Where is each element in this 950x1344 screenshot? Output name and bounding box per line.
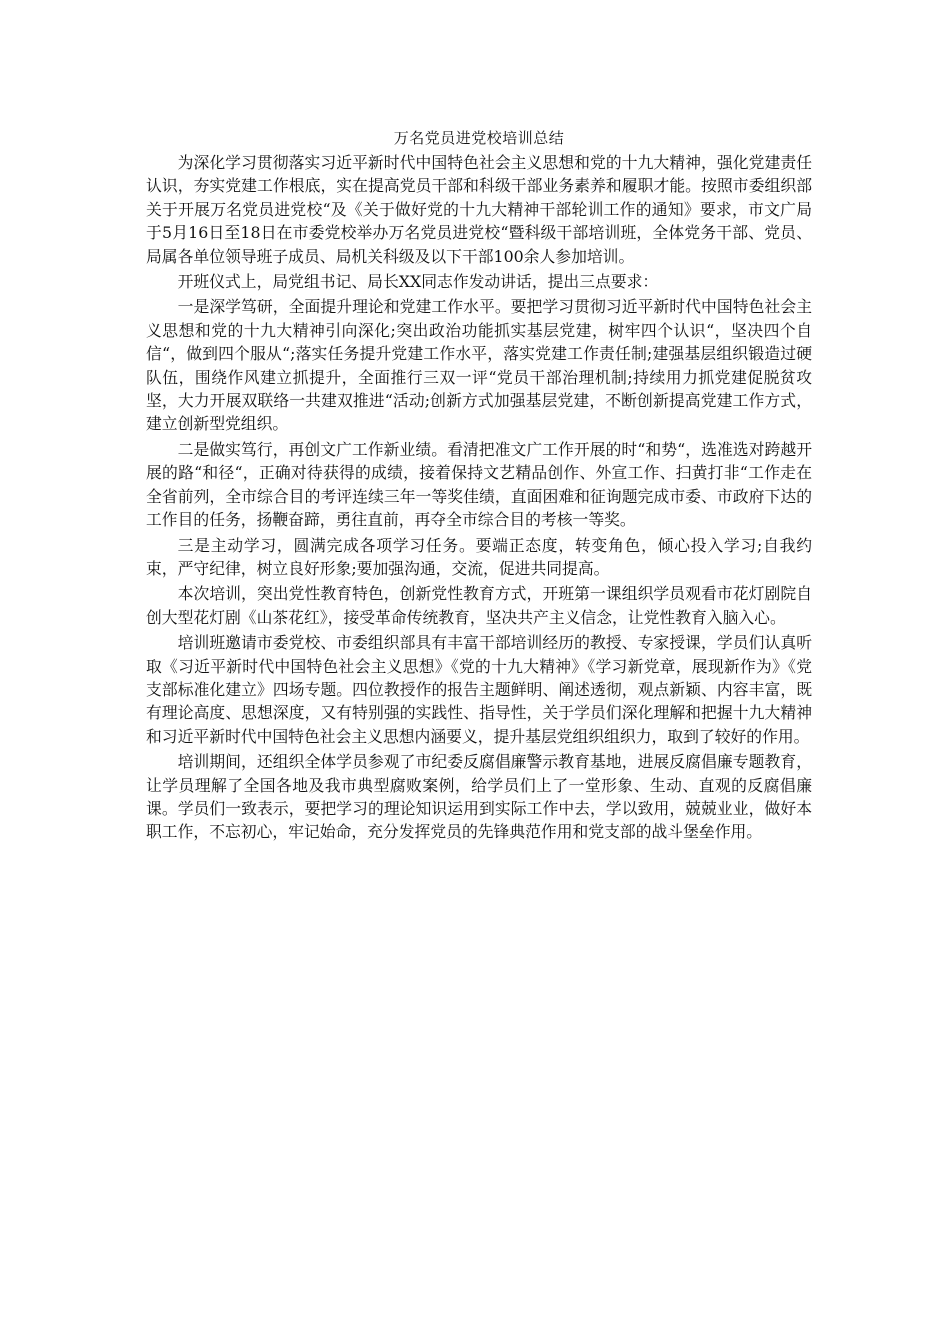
document-title: 万名党员进党校培训总结: [393, 129, 565, 147]
paragraph-party-education: 本次培训，突出党性教育特色，创新党性教育方式，开班第一课组织学员观看市花灯剧院自创大型花灯剧《山茶花红》，接受革命传统教育，坚决共产主义信念，让党性教育入脑入心。: [146, 584, 812, 627]
paragraph-requirement-two: 二是做实笃行，再创文广工作新业绩。看清把准文广工作开展的时“和势“，选准选对跨越开展的路“和径“，正确对待获得的成绩，接着保持文艺精品创作、外宣工作、扫黄打非“工作走在全省前列，全市综合目的考评连续三年一等奖佳绩，直面困难和征询题完成市委、市政府下达的工作目的任务，扬鞭奋蹄，勇往直前，再夺全市综合目的考核一等奖。: [146, 439, 812, 530]
paragraph-intro: 为深化学习贯彻落实习近平新时代中国特色社会主义思想和党的十九大精神，强化党建责任认识，夯实党建工作根底，实在提高党员干部和科级干部业务素养和履职才能。按照市委组织部关于开展万名党员进党校“及《关于做好党的十九大精神干部轮训工作的通知》要求，市文广局于5月16日至18日在市委党校举办万名党员进党校“暨科级干部培训班，全体党务干部、党员、局属各单位领导班子成员、局机关科级及以下干部100余人参加培训。: [146, 153, 812, 266]
paragraph-anti-corruption: 培训期间，还组织全体学员参观了市纪委反腐倡廉警示教育基地，进展反腐倡廉专题教育，让学员理解了全国各地及我市典型腐败案例，给学员们上了一堂形象、生动、直观的反腐倡廉课。学员们一致表示，要把学习的理论知识运用到实际工作中去，学以致用，兢兢业业，做好本职工作，不忘初心，牢记始命，充分发挥党员的先锋典范作用和党支部的战斗堡垒作用。: [146, 752, 812, 842]
paragraph-requirement-one: 一是深学笃研，全面提升理论和党建工作水平。要把学习贯彻习近平新时代中国特色社会主义思想和党的十九大精神引向深化;突出政治功能抓实基层党建，树牢四个认识“，坚决四个自信“，做到四个服从“;落实任务提升党建工作水平，落实党建工作责任制;建强基层组织锻造过硬队伍，围绕作风建立抓提升，全面推行三双一评“党员干部治理机制;持续用力抓党建促脱贫攻坚，大力开展双联络一共建双推进“活动;创新方式加强基层党建，不断创新提高党建工作方式，建立创新型党组织。: [146, 297, 812, 434]
paragraph-opening-ceremony: 开班仪式上，局党组书记、局长XX同志作发动讲话，提出三点要求：: [177, 272, 659, 292]
paragraph-lectures: 培训班邀请市委党校、市委组织部具有丰富干部培训经历的教授、专家授课，学员们认真听取《习近平新时代中国特色社会主义思想》《党的十九大精神》《学习新党章，展现新作为》《党支部标准化建立》四场专题。四位教授作的报告主题鲜明、阐述透彻，观点新颖、内容丰富，既有理论高度、思想深度，又有特别强的实践性、指导性，关于学员们深化理解和把握十九大精神和习近平新时代中国特色社会主义思想内涵要义，提升基层党组织组织力，取到了较好的作用。: [146, 633, 812, 746]
document-page: [146, 126, 812, 846]
paragraph-requirement-three: 三是主动学习，圆满完成各项学习任务。要端正态度，转变角色，倾心投入学习;自我约束，严守纪律，树立良好形象;要加强沟通，交流，促进共同提高。: [146, 535, 812, 578]
